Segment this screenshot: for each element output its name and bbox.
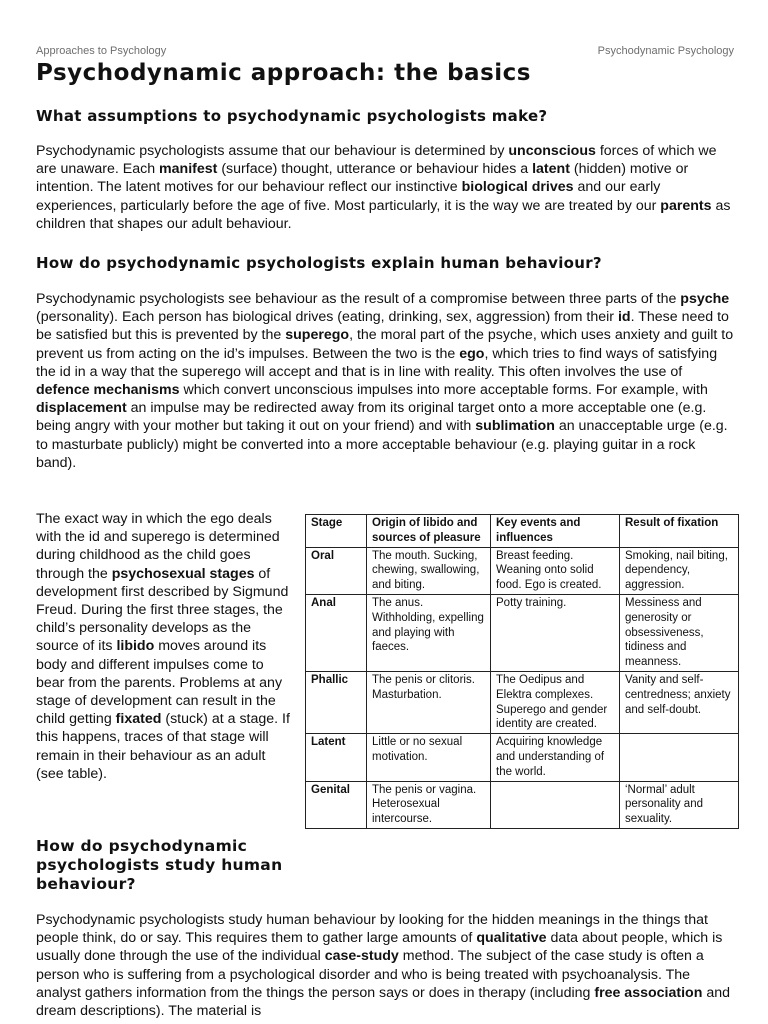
table-cell: Vanity and self-centredness; anxiety and self-doubt.: [620, 671, 739, 733]
text-run: as children that shapes our adult behaviour.: [36, 197, 731, 232]
bold-term: biological drives: [461, 179, 574, 196]
bold-term: libido: [116, 638, 155, 655]
text-run: Psychodynamic psychologists study human behaviour by looking for the hidden meanings in the things that people think, do or say. This requires them to gather large amounts of: [36, 912, 708, 947]
text-run: Psychodynamic psychologists see behaviour as the result of a compromise between three parts of the: [36, 291, 681, 307]
table-row: [306, 781, 739, 828]
bold-term: manifest: [159, 161, 218, 178]
text-run: of development first described by Sigmund Freud. During the first three stages, the child’s personality develops as the source of its: [36, 565, 289, 655]
table-header-cell: Origin of libido and sources of pleasure: [367, 515, 491, 548]
text-run: The exact way in which the ego deals with the id and superego is determined during childhood as the child goes through the: [36, 511, 280, 582]
paragraph-explain: [36, 290, 736, 472]
text-run: , the moral part of the psyche, which uses anxiety and guilt to prevent us from acting on the id’s impulses. Between the two is the: [36, 327, 734, 362]
bold-term: psyche: [680, 291, 730, 307]
table-cell: Potty training.: [491, 594, 620, 671]
bold-term: id: [617, 309, 631, 326]
paragraph-assumptions: [36, 142, 736, 233]
text-run: (stuck) at a stage. If this happens, traces of that stage will remain in their behaviour as an adult (see table).: [36, 711, 290, 782]
bold-term: ego: [459, 345, 485, 362]
psychosexual-stages-table: [305, 514, 739, 829]
table-cell: The mouth. Sucking, chewing, swallowing, and biting.: [367, 547, 491, 594]
text-run: (personality). Each person has biological drives (eating, drinking, sex, aggression) from their: [36, 309, 618, 326]
table-cell-stage: Phallic: [306, 671, 367, 733]
text-run: method. The subject of the case study is often a person who is suffering from a psychological disorder and who is being treated with psychoanalysis. The analyst gathers information from the things the person says or does in therapy (including: [36, 948, 704, 1001]
text-run: an impulse may be redirected away from its original target onto a more acceptable one (e.g. being angry with your mother but taking it out on your friend) and with: [36, 400, 707, 435]
text-run: . These need to be satisfied but this is prevented by the: [36, 309, 729, 344]
table-cell: [620, 734, 739, 781]
table-header-cell: Result of fixation: [620, 515, 739, 548]
heading-study: How do psychodynamic psychologists study human behaviour?: [36, 837, 283, 893]
table-header-cell: Stage: [306, 515, 367, 548]
text-run: and dream descriptions). The material is: [36, 984, 730, 1020]
text-run: an unacceptable urge (e.g. to masturbate publicly) might be converted into a more acceptable behaviour (e.g. playing guitar in a rock band).: [36, 418, 728, 471]
table-row: [306, 671, 739, 733]
text-run: which convert unconscious impulses into more acceptable forms. For example, with: [179, 382, 708, 399]
table-row: [306, 734, 739, 781]
page-title: Psychodynamic approach: the basics: [36, 60, 531, 86]
table-cell: The penis or clitoris. Masturbation.: [367, 671, 491, 733]
table-cell: Breast feeding. Weaning onto solid food. Ego is created.: [491, 547, 620, 594]
bold-term: defence mechanisms: [36, 382, 180, 399]
text-run: (hidden) motive or intention. The latent motives for our behaviour reflect our instinctive: [36, 161, 689, 196]
bold-term: fixated: [115, 711, 162, 728]
table-cell: ‘Normal’ adult personality and sexuality.: [620, 781, 739, 828]
table-header-row: [306, 515, 739, 548]
table-cell-stage: Oral: [306, 547, 367, 594]
table-cell: The penis or vagina. Heterosexual intercourse.: [367, 781, 491, 828]
heading-assumptions: What assumptions to psychodynamic psychologists make?: [36, 107, 548, 125]
bold-term: case-study: [324, 948, 399, 965]
table-cell: Little or no sexual motivation.: [367, 734, 491, 781]
table-row: [306, 594, 739, 671]
text-run: moves around its body and different impulses come to bear from the parents. Problems at any stage of development can result in the child getting: [36, 638, 283, 728]
bold-term: latent: [532, 161, 570, 178]
bold-term: unconscious: [508, 143, 596, 159]
table-cell-stage: Latent: [306, 734, 367, 781]
text-run: data about people, which is usually done through the use of the individual: [36, 930, 723, 965]
text-run: , which tries to find ways of satisfying the id in a way that the superego will accept and that is in line with reality. This often involves the use of: [36, 345, 718, 380]
table-cell: The Oedipus and Elektra complexes. Superego and gender identity are created.: [491, 671, 620, 733]
heading-explain: How do psychodynamic psychologists explain human behaviour?: [36, 254, 602, 272]
bold-term: sublimation: [475, 418, 555, 435]
table-cell: The anus. Withholding, expelling and playing with faeces.: [367, 594, 491, 671]
paragraph-ego: [36, 510, 292, 783]
text-run: forces of which we are unaware. Each: [36, 143, 717, 178]
running-header-left: Approaches to Psychology: [36, 45, 167, 57]
table-cell: [491, 781, 620, 828]
bold-term: free association: [594, 984, 703, 1001]
table-cell: Messiness and generosity or obsessiveness, tidiness and meanness.: [620, 594, 739, 671]
table-cell-stage: Genital: [306, 781, 367, 828]
table-row: [306, 547, 739, 594]
bold-term: parents: [660, 197, 712, 214]
paragraph-study: [36, 911, 736, 1020]
bold-term: psychosexual stages: [111, 565, 255, 582]
table-cell-stage: Anal: [306, 594, 367, 671]
table-cell: Smoking, nail biting, dependency, aggression.: [620, 547, 739, 594]
bold-term: displacement: [36, 400, 127, 417]
bold-term: superego: [285, 327, 350, 344]
text-run: (surface) thought, utterance or behaviour hides a: [217, 161, 533, 178]
running-header-right: Psychodynamic Psychology: [597, 45, 734, 57]
bold-term: qualitative: [476, 930, 547, 947]
text-run: and our early experiences, particularly before the age of five. Most particularly, it is the way we are treated by our: [36, 179, 661, 214]
text-run: Psychodynamic psychologists assume that our behaviour is determined by: [36, 143, 509, 159]
table-header-cell: Key events and influences: [491, 515, 620, 548]
table-cell: Acquiring knowledge and understanding of the world.: [491, 734, 620, 781]
